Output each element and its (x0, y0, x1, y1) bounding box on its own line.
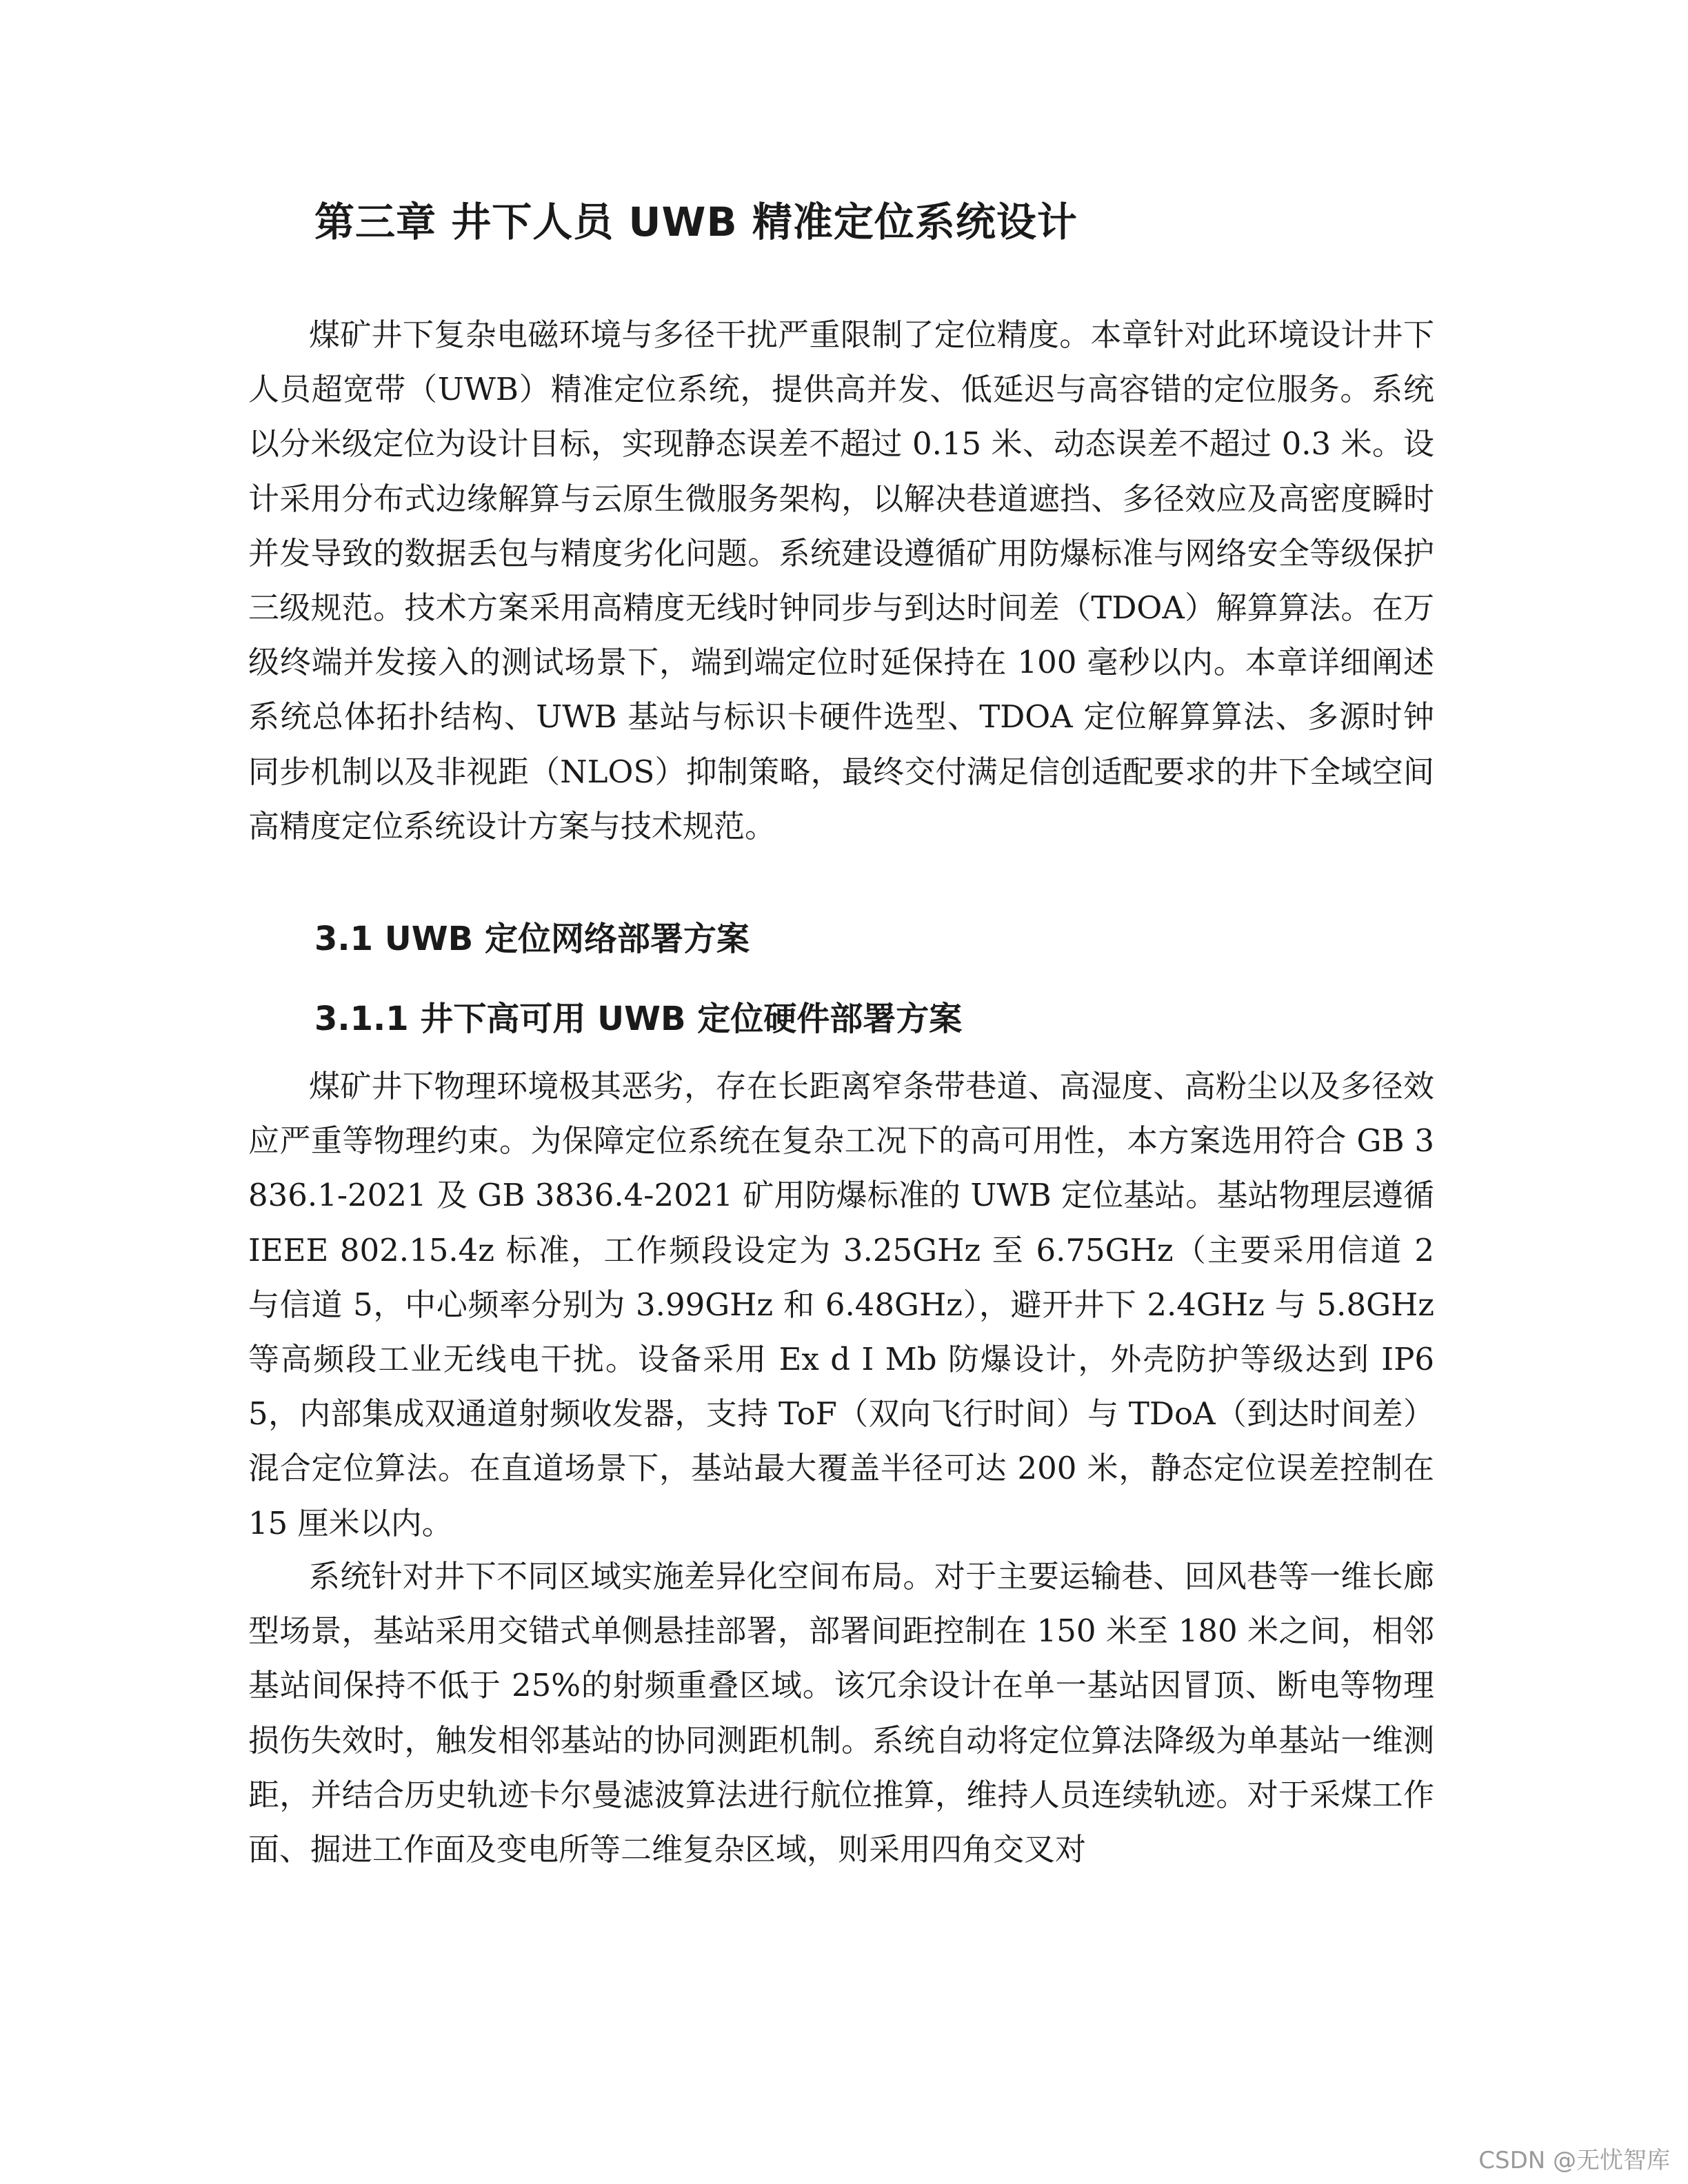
hardware-deployment-paragraph: 煤矿井下物理环境极其恶劣，存在长距离窄条带巷道、高湿度、高粉尘以及多径效应严重等物理约束。为保障定位系统在复杂工况下的高可用性，本方案选用符合 GB 3836.1-2021 及 GB 3836.4-2021 矿用防爆标准的 UWB 定位基站。基站物理层遵循 IEEE 802.15.4z 标准，工作频段设定为 3.25GHz 至 6.75GHz（主要采用信道 2 与信道 5，中心频率分别为 3.99GHz 和 6.48GHz），避开井下 2.4GHz 与 5.8GHz 等高频段工业无线电干扰。设备采用 Ex d I Mb 防爆设计，外壳防护等级达到 IP65，内部集成双通道射频收发器，支持 ToF（双向飞行时间）与 TDoA（到达时间差）混合定位算法。在直道场景下，基站最大覆盖半径可达 200 米，静态定位误差控制在 15 厘米以内。 (248, 1068, 1434, 1541)
spatial-layout-paragraph: 系统针对井下不同区域实施差异化空间布局。对于主要运输巷、回风巷等一维长廊型场景，基站采用交错式单侧悬挂部署，部署间距控制在 150 米至 180 米之间，相邻基站间保持不低于 25%的射频重叠区域。该冗余设计在单一基站因冒顶、断电等物理损伤失效时，触发相邻基站的协同测距机制。系统自动将定位算法降级为单基站一维测距，并结合历史轨迹卡尔曼滤波算法进行航位推算，维持人员连续轨迹。对于采煤工作面、掘进工作面及变电所等二维复杂区域，则采用四角交叉对 (248, 1558, 1434, 1868)
chapter-title: 第三章 井下人员 UWB 精准定位系统设计 (314, 199, 1078, 245)
chapter-intro-paragraph: 煤矿井下复杂电磁环境与多径干扰严重限制了定位精度。本章针对此环境设计井下人员超宽带（UWB）精准定位系统，提供高并发、低延迟与高容错的定位服务。系统以分米级定位为设计目标，实现静态误差不超过 0.15 米、动态误差不超过 0.3 米。设计采用分布式边缘解算与云原生微服务架构，以解决巷道遮挡、多径效应及高密度瞬时并发导致的数据丢包与精度劣化问题。系统建设遵循矿用防爆标准与网络安全等级保护三级规范。技术方案采用高精度无线时钟同步与到达时间差（TDOA）解算算法。在万级终端并发接入的测试场景下，端到端定位时延保持在 100 毫秒以内。本章详细阐述系统总体拓扑结构、UWB 基站与标识卡硬件选型、TDOA 定位解算算法、多源时钟同步机制以及非视距（NLOS）抑制策略，最终交付满足信创适配要求的井下全域空间高精度定位系统设计方案与技术规范。 (248, 316, 1434, 845)
source-watermark: CSDN @无忧智库 (1478, 2147, 1670, 2174)
section-heading-3-1: 3.1 UWB 定位网络部署方案 (314, 920, 750, 958)
section-heading-3-1-1: 3.1.1 井下高可用 UWB 定位硬件部署方案 (314, 1000, 963, 1038)
